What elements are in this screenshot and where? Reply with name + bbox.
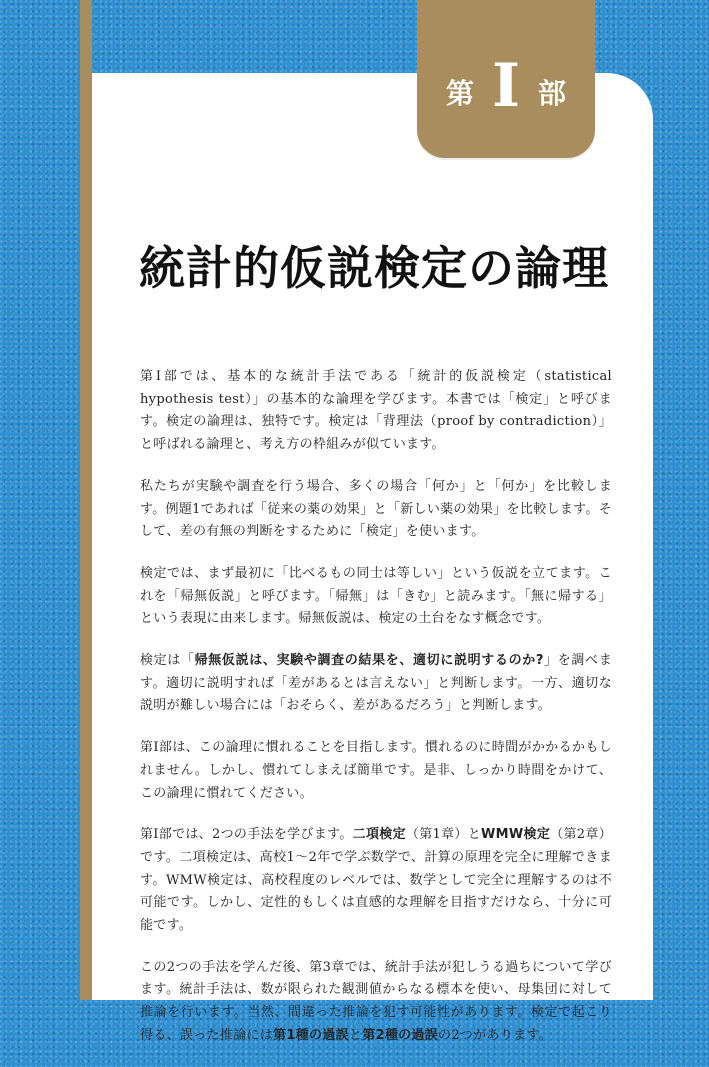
paragraph [140, 476, 612, 544]
text-run: 検定は「 [140, 653, 195, 669]
text-run: 検定では、まず最初に「比べるもの同士は等しい」という仮説を立てます。これを「帰無仮説」と呼びます。「帰無」は「きむ」と読みます。「無に帰する」という表現に由来します。帰無仮説は、検定の土台をなす概念です。 [140, 565, 612, 627]
part-number: I [491, 51, 521, 121]
text-run: 第Ⅰ部では、基本的な統計手法である「統計的仮説検定（statistical hypothesis test）」の基本的な論理を学びます。本書では「検定」と呼びます。検定の論理は、独特です。検定は「背理法（proof by contradiction）」と呼ばれる論理と、考え方の枠組みが似ています。 [140, 369, 612, 453]
part-tab [417, 0, 595, 158]
text-run: 私たちが実験や調査を行う場合、多くの場合「何か」と「何か」を比較します。例題1であれば「従来の薬の効果」と「新しい薬の効果」を比較します。そして、差の有無の判断をするために「検定」を使います。 [140, 478, 612, 540]
body-text [140, 366, 612, 1067]
bold-term: 二項検定 [352, 827, 406, 843]
bold-term: WMW検定 [481, 827, 551, 843]
paragraph [140, 957, 612, 1048]
gold-vertical-bar [80, 0, 92, 1000]
part-prefix: 第 [445, 77, 474, 110]
paragraph [140, 650, 612, 718]
bold-term: 帰無仮説は、実験や調査の結果を、適切に説明するのか? [194, 653, 544, 669]
text-run: と [348, 1027, 363, 1043]
bold-term: 第2種の過誤 [362, 1027, 439, 1043]
paragraph [140, 366, 612, 457]
paragraph [140, 824, 612, 938]
page-title: 統計的仮説検定の論理 [139, 241, 609, 295]
text-run: 第Ⅰ部は、この論理に慣れることを目指します。慣れるのに時間がかかるかもしれません。しかし、慣れてしまえば簡単です。是非、しっかり時間をかけて、この論理に慣れてください。 [140, 740, 612, 801]
text-run: 第Ⅰ部では、2つの手法を学びます。 [140, 827, 353, 843]
text-run: （第2章）です。二項検定は、高校1～2年で学ぶ数学で、計算の原理を完全に理解できます。WMW検定は、高校程度のレベルでは、数学として完全に理解するのは不可能です。しかし、定性的もしくは直感的な理解を目指すだけなら、十分に可能です。 [140, 827, 612, 934]
paragraph [140, 737, 612, 805]
text-run: この2つの手法を学んだ後、第3章では、統計手法が犯しうる過ちについて学びます。統計手法は、数が限られた観測値からなる標本を使い、母集団に対して推論を行います。当然、間違った推論を犯す可能性があります。検定で起こり得る、誤った推論には [140, 959, 612, 1043]
paragraph [140, 563, 612, 631]
text-run: 」を調べます。適切に説明すれば「差があるとは言えない」と判断します。一方、適切な説明が難しい場合には「おそらく、差があるだろう」と判断します。 [140, 653, 612, 714]
text-run: の2つがあります。 [438, 1027, 552, 1043]
part-suffix: 部 [538, 77, 567, 110]
bold-term: 第1種の過誤 [273, 1027, 349, 1043]
text-run: （第1章）と [405, 827, 482, 843]
